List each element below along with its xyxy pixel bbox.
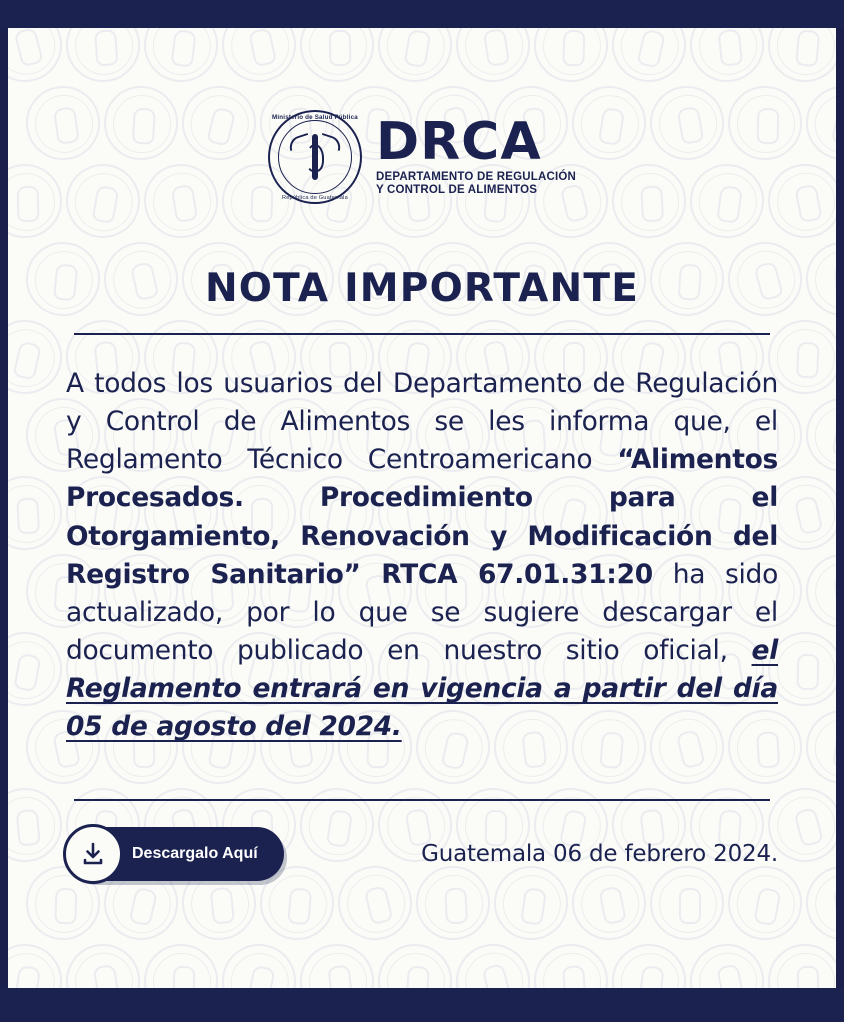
watermark-seal-icon — [376, 942, 455, 988]
brand-acronym: DRCA — [375, 111, 542, 172]
divider-top — [74, 333, 770, 335]
document-footer — [66, 827, 778, 881]
download-button[interactable] — [66, 827, 284, 881]
seal-top-label: Ministerio de Salud Pública — [272, 114, 358, 121]
page-title: NOTA IMPORTANTE — [204, 266, 640, 311]
document-content — [8, 28, 836, 881]
download-button-label: Descargalo Aquí — [132, 844, 258, 862]
divider-bottom — [74, 799, 770, 801]
body-part-1: A todos los usuarios del Departamento de Regulación y Control de Alimentos se les informa que, el Reglamento Técnico Centroamericano — [66, 368, 778, 476]
department-line-1: DEPARTAMENTO DE REGULACIÓN — [375, 170, 577, 183]
watermark-seal-icon — [8, 939, 67, 988]
watermark-seal-icon — [448, 936, 539, 988]
document-sheet — [8, 28, 836, 988]
watermark-seal-icon — [767, 943, 836, 988]
watermark-seal-icon — [60, 938, 146, 988]
body-part-2: ha sido actualizado, por lo que se sugiere descargar el documento publicado en nuestro sitio oficial, — [66, 558, 778, 667]
brand-block — [375, 111, 577, 197]
watermark-seal-icon — [683, 937, 771, 988]
watermark-seal-icon — [143, 943, 218, 988]
watermark-seal-icon — [215, 937, 303, 988]
watermark-seal-icon — [296, 940, 378, 988]
notice-body — [66, 365, 778, 747]
watermark-seal-icon — [532, 942, 611, 988]
ministry-seal-icon — [268, 110, 362, 204]
place-date: Guatemala 06 de febrero 2024. — [421, 840, 778, 867]
seal-bottom-label: República de Guatemala — [281, 195, 348, 201]
body-quoted-regulation: “Alimentos Procesados. Procedimiento para el Otorgamiento, Renovación y Modificación del Registro Sanitario” RTCA 67.01.31:20 — [66, 444, 778, 590]
download-icon — [63, 824, 123, 884]
logo-row — [66, 28, 778, 204]
department-line-2: Y CONTROL DE ALIMENTOS — [375, 183, 538, 196]
body-emphasis: el Reglamento entrará en vigencia a partir del día 05 de agosto del 2024. — [66, 635, 778, 743]
top-band — [0, 0, 844, 28]
watermark-seal-icon — [608, 940, 690, 988]
bottom-band — [0, 988, 844, 1022]
